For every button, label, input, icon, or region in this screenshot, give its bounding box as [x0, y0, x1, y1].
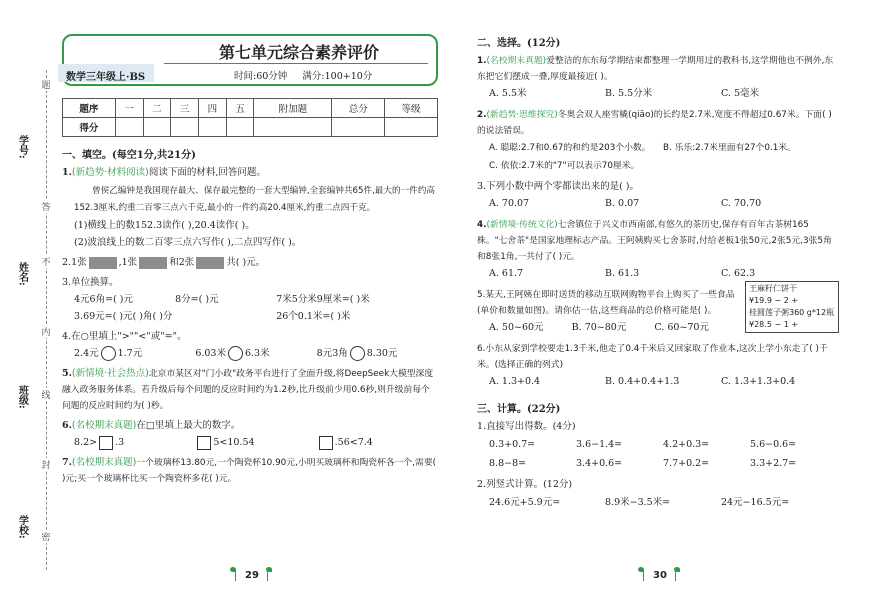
page-number-left: 29 [245, 570, 259, 581]
question-tag: (名校期末真题) [486, 56, 547, 66]
choice-options: A. 70.07 B. 0.07 C. 70.70 [489, 198, 762, 209]
answer-box[interactable] [99, 436, 113, 450]
section-heading: 三、计算。(22分) [477, 404, 561, 415]
binding-char: 答 [40, 200, 52, 213]
calc-row: 0.3+0.7= 3.6−1.4= 4.2+0.3= 5.6−0.6= [489, 439, 797, 450]
choice-options: A. 5.5米 B. 5.5分米 C. 5毫米 [489, 88, 760, 99]
question-4: 4.在○里填上">""<"或"="。 [62, 331, 187, 342]
question-1-part-2: (2)波浪线上的数二百零三点六写作( ),二点四写作( )。 [74, 237, 302, 248]
binding-strip [0, 0, 58, 601]
choice-options: C. 依依:2.7米的"7"可以表示70厘米。 [489, 161, 640, 171]
choice-options: A. 61.7 B. 61.3 C. 62.3 [489, 268, 756, 279]
section-heading: 一、填空。(每空1分,共21分) [62, 150, 196, 161]
sprout-icon [672, 566, 680, 582]
question-tag: (新情境·社会热点) [71, 368, 149, 379]
binding-char: 不 [40, 255, 52, 268]
binding-char: 线 [40, 388, 52, 401]
reading-passage: 曾侯乙编钟是我国现存最大、保存最完整的一套大型编钟,全套编钟共65件,最大的一件约高152.3厘米,约重二百零三点六千克,最小的一件约高20.4厘米,约重二点四千克。 [74, 186, 435, 213]
binding-char: 内 [40, 325, 52, 338]
left-page [62, 34, 438, 487]
calc-row: 8.8−8= 3.4+0.6= 7.7+0.2= 3.3+2.7= [489, 458, 797, 469]
choice-question-1: 1.(名校期末真题)爱整洁的东东每学期结束都整理一学期用过的教科书,这学期他也不例外,东东把它们摆成一叠,厚度最接近( )。 [477, 56, 834, 82]
shopping-receipt-image: 王麻籽仁饼干 ¥19.9 − 2 + 桂圆莲子粥360 g*12瓶 ¥28.5 − 1 + [745, 281, 839, 333]
compare-row: 2.4元 1.7元 6.03米 6.3米 8元3角 8.30元 [74, 348, 398, 359]
question-tag: (新情境·传统文化) [486, 220, 558, 230]
section-heading: 二、选择。(12分) [477, 38, 561, 49]
school-field[interactable]: 学校: [16, 515, 28, 539]
binding-char: 题 [40, 78, 52, 91]
choice-question-3: 3.下列小数中两个零都读出来的是( )。 [477, 181, 639, 192]
subject-label: 数学三年级上·BS [66, 72, 146, 83]
sprout-icon [232, 566, 240, 582]
right-page [477, 34, 837, 512]
banknote-image [89, 257, 117, 269]
banknote-image [139, 257, 167, 269]
choice-question-5: 5.某天,王阿姨在即时送货的移动互联网购物平台上购买了一些食品(单价和数量如图)。请你估一估,这些商品的总价格可能是( )。 [477, 290, 735, 316]
name-field[interactable]: 姓名: [16, 262, 28, 286]
question-1-part-1: (1)横线上的数152.3读作( ),20.4读作( )。 [74, 220, 255, 231]
question-tag: (新趋势·材料阅读) [71, 167, 149, 178]
question-5: 5.(新情境·社会热点)北京市某区对"门小政"政务平台进行了全面升级,将DeepSeek大模型深度融入政务服务体系。若升级后每个问题的反应时间约为1.2秒,比升级前少用0.6秒,则升级前每个问题的反应时间约为( )秒。 [62, 368, 434, 411]
question-1: 1.(新趋势·材料阅读)阅读下面的材料,回答问题。 [62, 167, 266, 178]
conversion-row: 4元6角=( )元 8分=( )元 7米5分米9厘米=( )米 [74, 294, 370, 305]
conversion-row: 3.69元=( )元( )角( )分 26个0.1米=( )米 [74, 311, 351, 322]
binding-char: 密 [40, 530, 52, 543]
answer-box[interactable] [197, 436, 211, 450]
choice-question-2: 2.(新趋势·思维探究)冬奥会双人座雪橇(qiāo)的长约是2.7米,宽度不得超过0.67米。下面( )的说法错误。 [477, 110, 832, 136]
score-table: 题序 一 二 三 四 五 附加题 总分 等级 得分 [62, 98, 438, 137]
binding-char: 封 [40, 458, 52, 471]
page-number-right: 30 [653, 570, 667, 581]
answer-box[interactable] [319, 436, 333, 450]
id-field[interactable]: 学号: [16, 135, 28, 159]
answer-circle[interactable] [228, 346, 243, 361]
choice-options: A. 50~60元 B. 70~80元 C. 60~70元 [489, 322, 709, 333]
banknote-image [196, 257, 224, 269]
exam-info: 时间:60分钟 满分:100+10分 [234, 71, 373, 82]
question-3: 3.单位换算。 [62, 277, 119, 288]
question-6: 6.(名校期末真题)在□里填上最大的数字。 [62, 420, 241, 431]
calc-row: 24.6元+5.9元= 8.9米−3.5米= 24元−16.5元= [489, 497, 790, 508]
page-title: 第七单元综合素养评价 [218, 43, 379, 62]
sprout-icon [640, 566, 648, 582]
question-tag: (名校期末真题) [71, 457, 137, 468]
choice-question-6: 6.小东从家到学校要走1.3千米,他走了0.4千米后又回家取了作业本,这次上学小东走了( )千米。(选择正确的列式) [477, 344, 828, 370]
question-tag: (名校期末真题) [71, 420, 137, 431]
exam-header [62, 34, 438, 86]
question-7: 7.(名校期末真题)一个玻璃杯13.80元,一个陶瓷杯10.90元,小明买玻璃杯和陶瓷杯各一个,需要( )元;买一个玻璃杯比买一个陶瓷杯多花( )元。 [62, 457, 437, 484]
choice-question-5-block [477, 284, 837, 337]
binding-dashed-line [46, 70, 47, 570]
calc-question-1: 1.直接写出得数。(4分) [477, 421, 576, 432]
digit-row: 8.2> .3 5<10.54 .56<7.4 [74, 437, 373, 448]
answer-circle[interactable] [101, 346, 116, 361]
question-2: 2.1张 ,1张 和2张 共( )元。 [62, 257, 266, 268]
calc-question-2: 2.列竖式计算。(12分) [477, 479, 573, 490]
choice-options: A. 聪聪:2.7和0.67的和约是203个小数。 B. 乐乐:2.7米里面有27个0.1米。 [489, 143, 796, 153]
class-field[interactable]: 班级: [16, 385, 28, 409]
choice-question-4: 4.(新情境·传统文化)七舍镇位于兴义市西南部,有悠久的茶历史,保存有百年古茶树165株。"七舍茶"是国家地理标志产品。王阿姨购买七舍茶时,付给老板1张50元,2张5元,3张5角和8张1角,一共付了( )元。 [477, 220, 832, 262]
sprout-icon [264, 566, 272, 582]
choice-options: A. 1.3+0.4 B. 0.4+0.4+1.3 C. 1.3+1.3+0.4 [489, 376, 796, 387]
answer-circle[interactable] [350, 346, 365, 361]
question-tag: (新趋势·思维探究) [486, 110, 558, 120]
